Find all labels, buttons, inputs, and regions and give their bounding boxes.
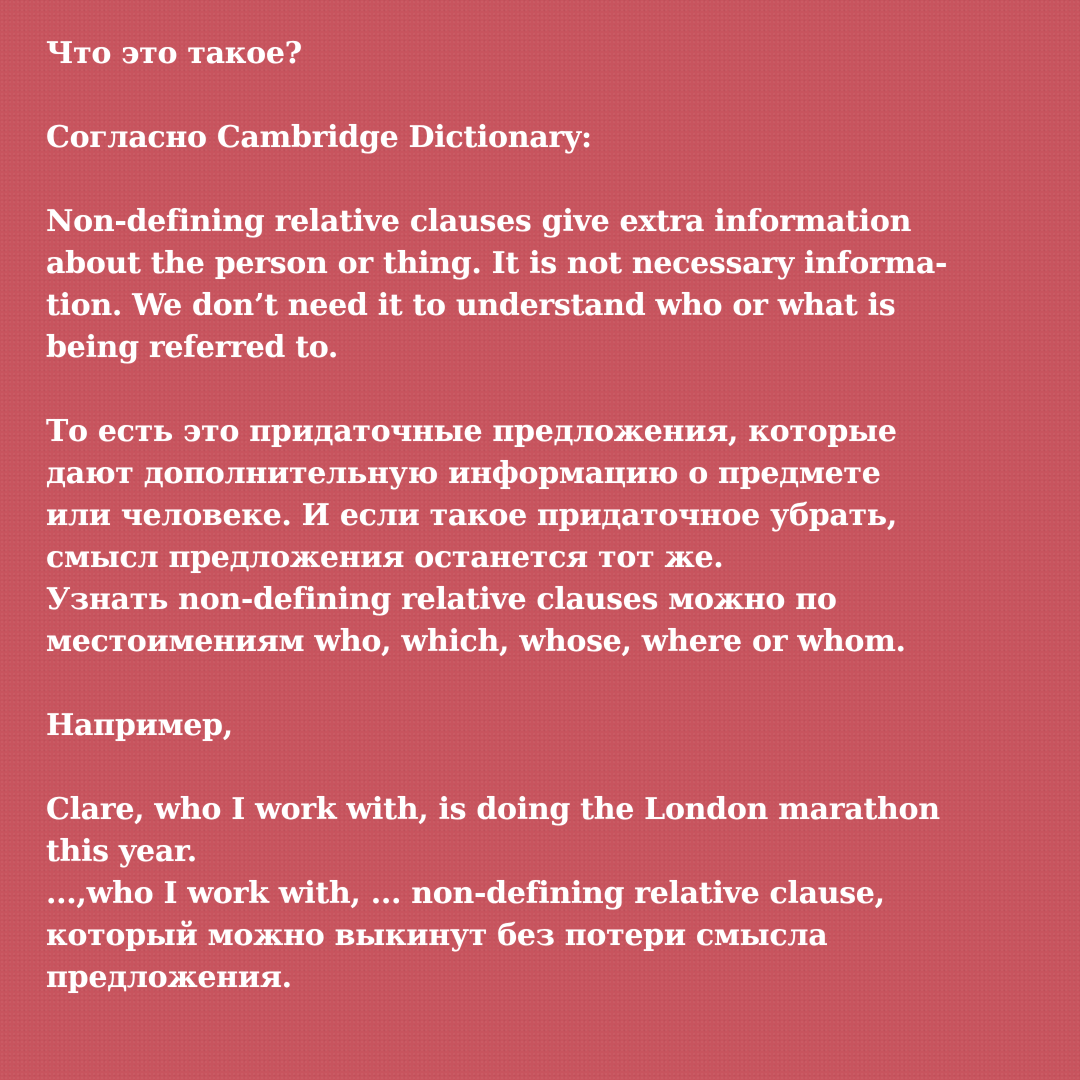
definition-line-3: tion. We don’t need it to understand who or what is bbox=[46, 288, 896, 323]
blank-line bbox=[46, 369, 1036, 411]
text-block bbox=[46, 33, 1036, 999]
definition-line-2: about the person or thing. It is not necessary informa- bbox=[46, 246, 948, 281]
definition-line-4: being referred to. bbox=[46, 330, 339, 365]
example-line-4: который можно выкинут без потери смысла bbox=[46, 918, 828, 953]
heading-line: Что это такое? bbox=[46, 36, 302, 71]
blank-line bbox=[46, 159, 1036, 201]
example-line-3: ...,who I work with, ... non-defining relative clause, bbox=[46, 876, 885, 911]
example-line-1: Clare, who I work with, is doing the London marathon bbox=[46, 792, 940, 827]
definition-line-1: Non-defining relative clauses give extra information bbox=[46, 204, 912, 239]
explanation-line-2: дают дополнительную информацию о предмете bbox=[46, 456, 881, 491]
explanation-line-5: Узнать non-defining relative clauses можно по bbox=[46, 582, 837, 617]
explanation-line-1: То есть это придаточные предложения, которые bbox=[46, 414, 897, 449]
example-line-5: предложения. bbox=[46, 960, 292, 995]
blank-line bbox=[46, 663, 1036, 705]
explanation-line-6: местоимениям who, which, whose, where or whom. bbox=[46, 624, 906, 659]
blank-line bbox=[46, 747, 1036, 789]
example-intro-line: Например, bbox=[46, 708, 233, 743]
explanation-line-3: или человеке. И если такое придаточное убрать, bbox=[46, 498, 898, 533]
explanation-line-4: смысл предложения останется тот же. bbox=[46, 540, 724, 575]
source-line: Согласно Cambridge Dictionary: bbox=[46, 120, 592, 155]
blank-line bbox=[46, 75, 1036, 117]
example-line-2: this year. bbox=[46, 834, 197, 869]
